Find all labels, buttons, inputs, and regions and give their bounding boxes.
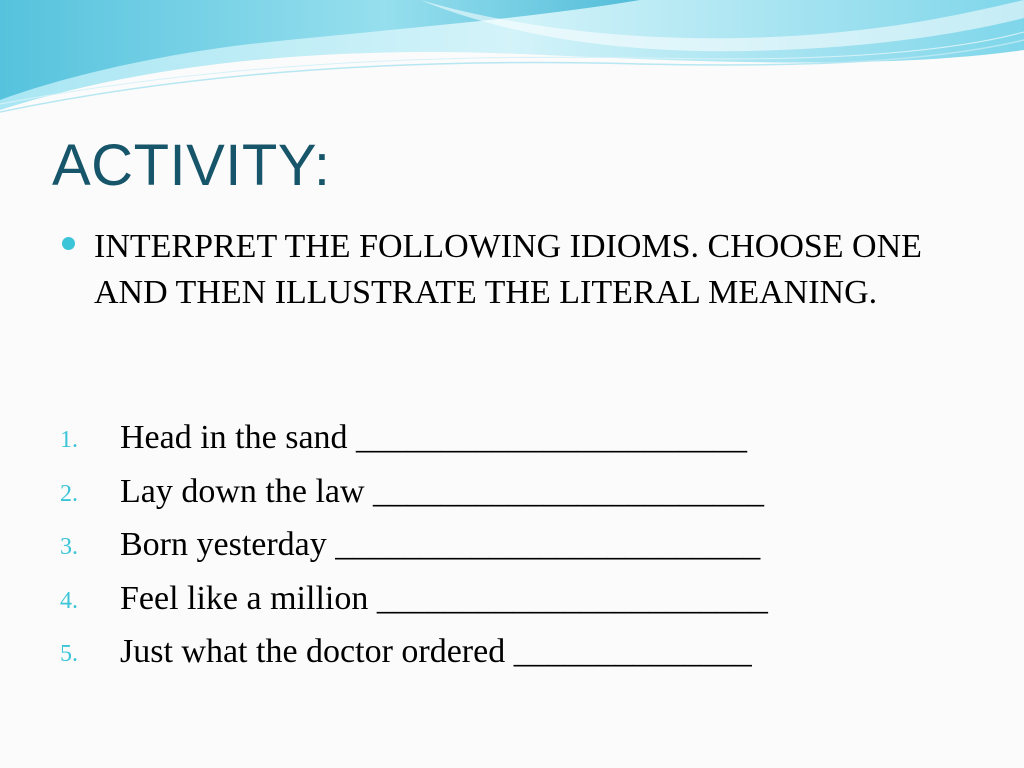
item-number: 4. [60,587,78,614]
item-number: 3. [60,534,78,560]
item-number: 2. [60,480,78,507]
slide-title: ACTIVITY: [52,133,331,198]
instruction-text: INTERPRET THE FOLLOWING IDIOMS. CHOOSE ONE AND THEN ILLUSTRATE THE LITERAL MEANING. [94,228,922,311]
item-text: Lay down the law _______________________ [120,472,765,510]
item-text: Born yesterday _________________________ [120,526,761,563]
bullet-icon [62,237,75,250]
item-text: Head in the sand _______________________ [120,419,748,456]
item-text: Just what the doctor ordered ______________ [120,633,752,670]
item-text: Feel like a million _______________________ [120,579,768,617]
item-number: 1. [60,427,78,453]
wave-header-decoration [0,0,1024,120]
item-number: 5. [60,641,78,667]
